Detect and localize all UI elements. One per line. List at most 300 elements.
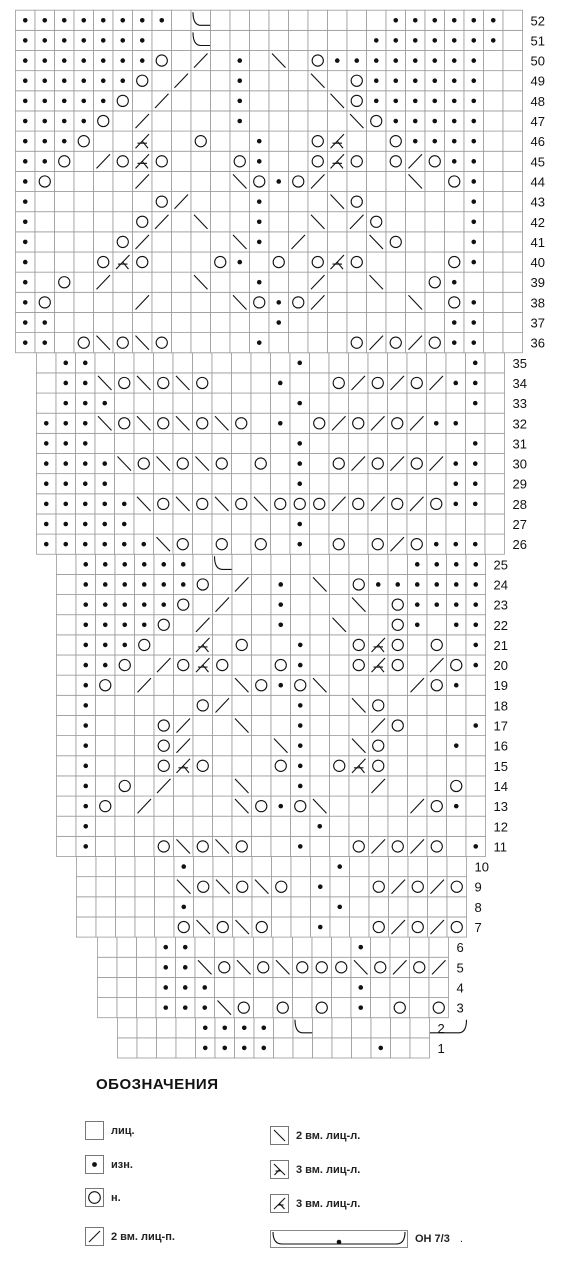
chart-cell [154,836,174,856]
purl-dot [63,481,68,486]
chart-cell [252,574,272,594]
chart-cell [310,514,330,534]
chart-cell [291,857,311,877]
purl-dot [452,119,457,124]
chart-cell [212,534,232,554]
purl-dot [42,78,47,83]
purl-dot [62,78,67,83]
purl-dot [471,340,476,345]
chart-cell [252,554,272,574]
purl-dot [23,340,28,345]
purl-dot [453,381,458,386]
chart-cell [230,131,250,151]
chart-cell [211,312,231,332]
chart-cell [193,736,213,756]
chart-cell [172,30,192,50]
purl-dot [103,663,108,668]
chart-cell [290,494,310,514]
purl-dot [183,985,188,990]
chart-cell [312,937,332,957]
purl-dot [83,622,88,627]
chart-cell [503,30,523,50]
chart-cell [135,836,155,856]
chart-cell [154,796,174,816]
chart-cell [154,393,174,413]
chart-cell [347,192,367,212]
chart-cell [96,857,116,877]
purl-dot [413,119,418,124]
chart-cell [194,897,214,917]
chart-cell [484,171,504,191]
chart-cell [447,756,467,776]
cable-bracket-icon [270,1230,408,1248]
chart-cell [155,877,175,897]
purl-dot [374,58,379,63]
row-number-label: 37 [530,315,545,331]
chart-cell [115,736,135,756]
chart-cell [388,695,408,715]
chart-row [16,292,545,312]
chart-cell [369,595,389,615]
chart-cell [349,796,369,816]
chart-cell [347,10,367,30]
chart-row [57,675,508,695]
chart-cell [271,353,291,373]
purl-dot [142,602,147,607]
purl-dot [142,582,147,587]
chart-cell [349,474,369,494]
chart-cell [485,393,505,413]
chart-cell [485,494,505,514]
chart-cell [410,1018,430,1038]
purl-dot [473,844,478,849]
chart-cell [447,857,467,877]
chart-cell [330,715,350,735]
chart-cell [215,977,235,997]
purl-dot [297,401,302,406]
chart-cell [193,756,213,776]
chart-cell [349,635,369,655]
purl-dot [298,764,303,769]
purl-dot [63,361,68,366]
chart-cell [154,816,174,836]
chart-cell [347,333,367,353]
chart-cell [446,393,466,413]
purl-dot [237,58,242,63]
row-number-label: 39 [530,275,545,291]
chart-cell [211,171,231,191]
chart-cell [369,877,389,897]
chart-cell [252,776,272,796]
chart-cell [329,393,349,413]
chart-cell [234,977,254,997]
chart-cell [349,776,369,796]
chart-cell [406,312,426,332]
row-number-label: 41 [530,234,545,250]
chart-cell [330,635,350,655]
chart-cell [193,675,213,695]
chart-row [37,433,527,453]
chart-cell [447,635,467,655]
chart-cell [503,312,523,332]
chart-cell [429,977,449,997]
legend-label-purl: изн. [111,1158,133,1171]
chart-cell [152,333,172,353]
chart-cell [386,151,406,171]
purl-dot [297,461,302,466]
purl-dot [276,179,281,184]
purl-dot [83,643,88,648]
chart-cell [388,675,408,695]
purl-dot [122,643,127,648]
chart-cell [369,816,389,836]
chart-cell [445,171,465,191]
purl-dot [183,945,188,950]
purl-dot [257,280,262,285]
purl-dot [83,804,88,809]
chart-cell [211,292,231,312]
chart-cell [347,171,367,191]
chart-cell [172,212,192,232]
legend-item-purl [85,1155,133,1174]
chart-cell [96,695,116,715]
purl-dot [413,38,418,43]
chart-cell [154,494,174,514]
chart-cell [251,373,271,393]
chart-cell [427,816,447,836]
chart-cell [174,595,194,615]
chart-cell [57,574,77,594]
chart-cell [252,595,272,615]
chart-cell [271,534,291,554]
chart-cell [328,10,348,30]
chart-cell [332,1038,352,1058]
chart-cell [329,534,349,554]
chart-row [77,857,489,877]
chart-row [57,695,508,715]
chart-cell [74,131,94,151]
chart-cell [310,353,330,373]
purl-dot [181,864,186,869]
chart-cell [135,857,155,877]
chart-cell [115,695,135,715]
chart-cell [369,695,389,715]
chart-cell [503,333,523,353]
chart-cell [272,897,292,917]
purl-dot [413,18,418,23]
chart-cell [37,353,57,373]
chart-cell [350,857,370,877]
chart-cell [172,131,192,151]
chart-cell [485,373,505,393]
chart-cell [446,514,466,534]
chart-cell [211,71,231,91]
chart-cell [173,514,193,534]
chart-cell [445,232,465,252]
purl-dot [257,159,262,164]
legend-label-cable: ОН 7/3 [415,1233,450,1245]
chart-cell [191,192,211,212]
chart-cell [57,776,77,796]
chart-cell [57,756,77,776]
purl-dot [103,643,108,648]
chart-cell [447,715,467,735]
chart-cell [368,474,388,494]
purl-dot [413,99,418,104]
purl-dot [23,139,28,144]
chart-cell [271,776,291,796]
purl-dot [83,844,88,849]
purl-dot [83,421,88,426]
chart-cell [407,454,427,474]
chart-cell [254,937,274,957]
chart-cell [232,595,252,615]
chart-cell [291,554,311,574]
chart-cell [350,897,370,917]
chart-cell [369,796,389,816]
purl-dot [257,199,262,204]
chart-cell [172,232,192,252]
chart-cell [427,756,447,776]
purl-dot [297,481,302,486]
slash-right-icon [85,1227,104,1246]
chart-cell [115,715,135,735]
purl-dot [473,602,478,607]
chart-cell [352,1018,372,1038]
chart-cell [369,615,389,635]
purl-dot [83,683,88,688]
purl-dot [23,320,28,325]
purl-dot [261,1025,266,1030]
chart-cell [234,937,254,957]
chart-cell [37,373,57,393]
purl-dot [63,441,68,446]
row-number-label: 25 [493,557,508,573]
chart-cell [388,736,408,756]
chart-cell [232,433,252,453]
purl-dot [434,582,439,587]
chart-cell [250,292,270,312]
chart-cell [74,232,94,252]
purl-dot [473,361,478,366]
chart-cell [154,474,174,494]
chart-cell [406,192,426,212]
chart-cell [388,635,408,655]
chart-cell [271,454,291,474]
purl-dot [237,260,242,265]
chart-cell [211,232,231,252]
purl-dot [83,602,88,607]
purl-dot [81,119,86,124]
chart-cell [135,655,155,675]
chart-cell [37,393,57,413]
chart-cell [410,937,430,957]
chart-cell [273,998,293,1018]
chart-cell [484,91,504,111]
chart-cell [117,937,137,957]
purl-dot [453,502,458,507]
chart-cell [485,474,505,494]
chart-cell [232,494,252,514]
purl-dot [473,401,478,406]
chart-cell [308,91,328,111]
chart-cell [74,312,94,332]
chart-cell [230,272,250,292]
chart-row [98,957,464,977]
purl-dot [432,139,437,144]
chart-cell [55,312,75,332]
purl-dot [473,502,478,507]
purl-dot [62,99,67,104]
chart-row [118,1018,467,1038]
row-number-label: 9 [474,879,482,895]
chart-cell [310,554,330,574]
chart-cell [349,615,369,635]
chart-cell [447,776,467,796]
chart-cell [135,756,155,776]
chart-cell [367,111,387,131]
chart-cell [172,91,192,111]
chart-cell [57,736,77,756]
chart-cell [330,816,350,836]
chart-cell [330,776,350,796]
chart-cell [191,131,211,151]
row-number-label: 1 [437,1040,445,1056]
purl-dot [471,199,476,204]
chart-cell [484,272,504,292]
chart-cell [427,433,447,453]
chart-cell [447,655,467,675]
chart-cell [269,252,289,272]
chart-cell [194,877,214,897]
chart-cell [347,131,367,151]
chart-cell [445,192,465,212]
purl-dot [471,119,476,124]
chart-cell [113,312,133,332]
row-number-label: 21 [493,637,508,653]
chart-row [57,836,508,856]
chart-cell [94,292,114,312]
chart-cell [154,615,174,635]
chart-cell [445,292,465,312]
chart-cell [113,131,133,151]
chart-cell [290,413,310,433]
chart-cell [172,333,192,353]
chart-cell [96,715,116,735]
chart-cell [328,312,348,332]
chart-cell [195,937,215,957]
chart-cell [94,212,114,232]
chart-cell [484,192,504,212]
chart-cell [485,514,505,534]
chart-cell [310,695,330,715]
chart-row [37,413,527,433]
chart-cell [310,595,330,615]
chart-cell [230,333,250,353]
chart-cell [425,192,445,212]
purl-dot [140,18,145,23]
chart-cell [427,715,447,735]
purl-dot [413,58,418,63]
purl-dot [161,562,166,567]
purl-dot [432,99,437,104]
chart-cell [152,151,172,171]
chart-cell [94,232,114,252]
chart-cell [367,171,387,191]
purl-dot [318,884,323,889]
row-number-label: 4 [456,980,464,996]
chart-cell [251,514,271,534]
row-number-label: 23 [493,597,508,613]
chart-cell [271,655,291,675]
chart-cell [427,736,447,756]
chart-row [57,776,508,796]
purl-dot [181,582,186,587]
chart-row [57,655,508,675]
purl-dot [122,622,127,627]
chart-cell [193,514,213,534]
chart-cell [503,10,523,30]
chart-cell [271,836,291,856]
chart-cell [191,151,211,171]
chart-cell [250,312,270,332]
chart-cell [371,957,391,977]
chart-cell [250,71,270,91]
chart-cell [332,977,352,997]
purl-dot [181,562,186,567]
purl-dot [415,562,420,567]
chart-cell [251,393,271,413]
chart-row [57,715,508,735]
chart-cell [234,998,254,1018]
purl-dot [122,542,127,547]
chart-cell [135,816,155,836]
chart-cell [172,151,192,171]
chart-row [57,796,508,816]
chart-cell [212,474,232,494]
chart-cell [328,212,348,232]
row-number-label: 32 [512,416,527,432]
chart-cell [193,433,213,453]
chart-cell [211,51,231,71]
chart-cell [408,877,428,897]
chart-cell [447,917,467,937]
purl-dot [454,683,459,688]
chart-cell [310,373,330,393]
chart-cell [211,91,231,111]
chart-cell [291,917,311,937]
chart-cell [308,10,328,30]
chart-cell [328,232,348,252]
chart-cell [57,796,77,816]
legend-extra-mark: . [459,1233,463,1245]
chart-cell [328,333,348,353]
purl-dot [317,824,322,829]
chart-cell [349,836,369,856]
chart-cell [291,675,311,695]
chart-cell [408,635,428,655]
chart-row [98,998,464,1018]
chart-cell [96,796,116,816]
purl-dot [298,663,303,668]
row-number-label: 42 [530,214,545,230]
chart-cell [230,30,250,50]
chart-cell [308,111,328,131]
chart-cell [254,998,274,1018]
chart-cell [503,111,523,131]
chart-cell [35,212,55,232]
chart-cell [427,474,447,494]
